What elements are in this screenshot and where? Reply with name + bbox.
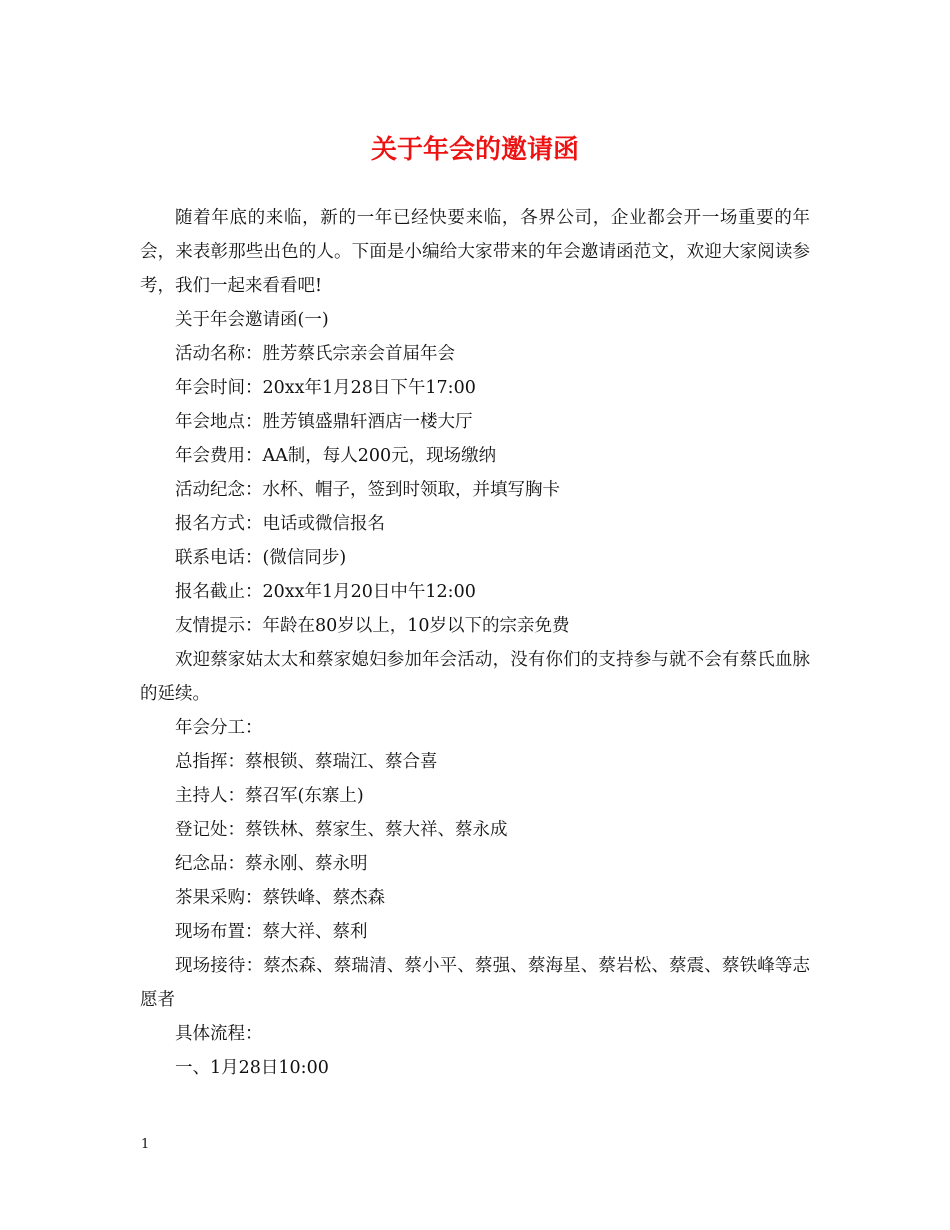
intro-paragraph: 随着年底的来临，新的一年已经快要来临，各界公司，企业都会开一场重要的年会，来表彰那些出色的人。下面是小编给大家带来的年会邀请函范文，欢迎大家阅读参考，我们一起来看看吧! xyxy=(140,208,810,296)
registration-deadline-line: 报名截止：20xx年1月20日中午12:00 xyxy=(175,582,476,602)
refreshment-purchase-line: 茶果采购：蔡铁峰、蔡杰森 xyxy=(175,888,385,908)
registration-desk-line: 登记处：蔡铁林、蔡家生、蔡大祥、蔡永成 xyxy=(175,820,508,840)
event-souvenir-line: 活动纪念：水杯、帽子，签到时领取，并填写胸卡 xyxy=(175,480,560,500)
procedure-heading: 具体流程： xyxy=(175,1024,263,1044)
reception-line: 现场接待：蔡杰森、蔡瑞清、蔡小平、蔡强、蔡海星、蔡岩松、蔡震、蔡铁峰等志愿者 xyxy=(140,956,810,1010)
event-time-line: 年会时间：20xx年1月28日下午17:00 xyxy=(175,378,476,398)
section-heading-invitation-1: 关于年会邀请函(一) xyxy=(175,310,329,330)
registration-method-line: 报名方式：电话或微信报名 xyxy=(175,514,385,534)
event-location-line: 年会地点：胜芳镇盛鼎轩酒店一楼大厅 xyxy=(175,412,473,432)
event-fee-line: 年会费用：AA制，每人200元，现场缴纳 xyxy=(175,446,497,466)
page-number: 1 xyxy=(141,1137,150,1152)
friendly-reminder-line: 友情提示：年龄在80岁以上，10岁以下的宗亲免费 xyxy=(175,616,570,636)
souvenir-staff-line: 纪念品：蔡永刚、蔡永明 xyxy=(175,854,368,874)
event-name-line: 活动名称：胜芳蔡氏宗亲会首届年会 xyxy=(175,344,455,364)
procedure-step-1: 一、1月28日10:00 xyxy=(175,1058,329,1078)
document-body xyxy=(140,201,810,1085)
contact-phone-line: 联系电话：(微信同步) xyxy=(175,548,347,568)
commander-line: 总指挥：蔡根锁、蔡瑞江、蔡合喜 xyxy=(175,752,438,772)
venue-setup-line: 现场布置：蔡大祥、蔡利 xyxy=(175,922,368,942)
document-title: 关于年会的邀请函 xyxy=(370,135,579,165)
welcome-paragraph: 欢迎蔡家姑太太和蔡家媳妇参加年会活动，没有你们的支持参与就不会有蔡氏血脉的延续。 xyxy=(140,650,810,704)
host-line: 主持人：蔡召军(东寨上) xyxy=(175,786,364,806)
division-of-labor-heading: 年会分工： xyxy=(175,718,263,738)
